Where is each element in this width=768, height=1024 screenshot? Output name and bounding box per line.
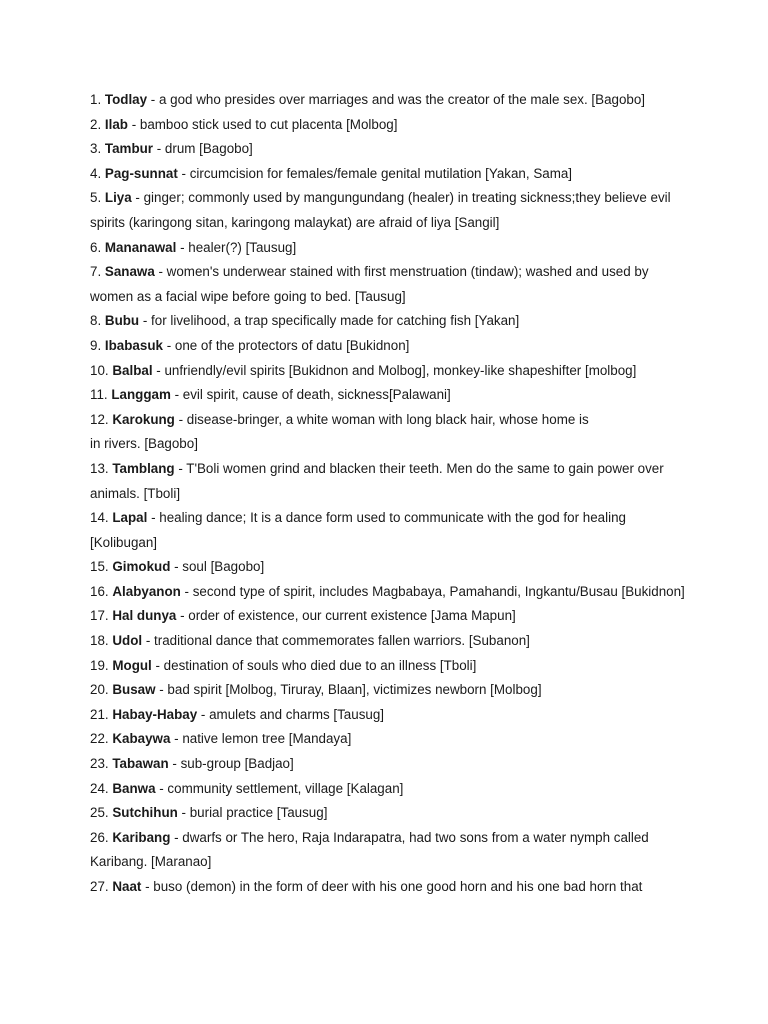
list-item [90, 113, 690, 138]
entry-definition: - sub-group [Badjao] [168, 756, 294, 772]
list-item [90, 629, 690, 654]
entry-term: Kabaywa [112, 731, 171, 747]
entry-definition: - evil spirit, cause of death, sickness[Palawani] [170, 387, 451, 403]
entry-definition: - order of existence, our current existence [Jama Mapun] [176, 608, 516, 624]
entry-definition: - ginger; commonly used by mangungundang (healer) in treating sickness;they believe evil spirits (karingong sitan, karingong malaykat) are afraid of liya [Sangil] [90, 190, 671, 230]
entry-definition: - women's underwear stained with first menstruation (tindaw); washed and used by women as a facial wipe before going to bed. [Tausug] [90, 264, 649, 304]
entry-term: Balbal [112, 362, 153, 378]
entry-definition: - healing dance; It is a dance form used to communicate with the god for healing [Kolibugan] [90, 510, 626, 550]
entry-definition: - unfriendly/evil spirits [Bukidnon and Molbog], monkey-like shapeshifter [molbog] [152, 362, 637, 378]
entry-term: Bubu [104, 313, 140, 329]
entry-definition: - bad spirit [Molbog, Tiruray, Blaan], victimizes newborn [Molbog] [155, 682, 542, 698]
list-item [90, 506, 690, 555]
entry-number: 10. [90, 362, 109, 378]
entry-number: 9. [90, 337, 102, 353]
entry-definition: - burial practice [Tausug] [177, 805, 328, 821]
entry-definition: - T'Boli women grind and blacken their teeth. Men do the same to gain power over animals. [Tboli] [90, 460, 664, 501]
list-item [90, 580, 690, 605]
entry-number: 25. [90, 805, 109, 821]
entry-number: 1. [90, 92, 102, 107]
entry-definition: - a god who presides over marriages and was the creator of the male sex. [Bagobo] [147, 92, 646, 107]
list-item [90, 654, 690, 679]
entry-term: Tambur [104, 141, 154, 157]
entry-number: 5. [90, 190, 102, 206]
entry-definition: - soul [Bagobo] [170, 559, 265, 575]
entry-term: Todlay [104, 92, 148, 107]
entry-number: 21. [90, 706, 109, 722]
entry-term: Busaw [112, 682, 156, 698]
entry-term: Mananawal [104, 239, 177, 255]
entry-number: 6. [90, 239, 102, 255]
entry-term: Langgam [111, 387, 171, 403]
entry-term: Sutchihun [112, 805, 178, 821]
document-body [90, 88, 690, 900]
list-item [90, 801, 690, 826]
list-item [90, 678, 690, 703]
list-item [90, 457, 690, 506]
entry-definition: - dwarfs or The hero, Raja Indarapatra, had two sons from a water nymph called Karibang. [Maranao] [90, 829, 649, 870]
entry-number: 12. [90, 411, 109, 427]
entry-definition: - circumcision for females/female genital mutilation [Yakan, Sama] [177, 165, 573, 181]
entry-number: 19. [90, 657, 109, 673]
entry-term: Ilab [104, 116, 128, 132]
list-item [90, 236, 690, 261]
entry-number: 7. [90, 264, 102, 280]
list-item [90, 408, 690, 457]
list-item [90, 309, 690, 334]
list-item [90, 555, 690, 580]
entry-definition: - community settlement, village [Kalagan] [155, 780, 404, 796]
entry-number: 13. [90, 460, 109, 476]
list-item [90, 604, 690, 629]
entry-number: 17. [90, 608, 109, 624]
entry-number: 27. [90, 879, 109, 894]
entry-number: 18. [90, 633, 109, 649]
entry-definition: - native lemon tree [Mandaya] [170, 731, 352, 747]
entry-number: 4. [90, 165, 102, 181]
entry-number: 16. [90, 583, 109, 599]
list-item [90, 162, 690, 187]
list-item [90, 334, 690, 359]
list-item [90, 137, 690, 162]
entry-number: 24. [90, 780, 109, 796]
entry-term: Sanawa [104, 264, 155, 280]
entry-term: Tabawan [112, 756, 169, 772]
entry-term: Habay-Habay [112, 706, 198, 722]
entry-definition: - drum [Bagobo] [153, 141, 253, 157]
entry-definition: - healer(?) [Tausug] [176, 239, 297, 255]
entry-definition: - disease-bringer, a white woman with long black hair, whose home is [174, 411, 589, 427]
entry-term: Pag-sunnat [104, 165, 178, 181]
list-item [90, 88, 690, 113]
list-item [90, 703, 690, 728]
list-item [90, 359, 690, 384]
entry-definition: - buso (demon) in the form of deer with his one good horn and his one bad horn that [141, 879, 643, 894]
list-item [90, 727, 690, 752]
list-item [90, 260, 690, 309]
entry-term: Hal dunya [112, 608, 177, 624]
entry-term: Karokung [112, 411, 175, 427]
entry-term: Gimokud [112, 559, 171, 575]
entry-definition: - amulets and charms [Tausug] [197, 706, 385, 722]
entry-number: 14. [90, 510, 109, 526]
entry-number: 11. [90, 387, 108, 403]
entry-number: 8. [90, 313, 102, 329]
entry-term: Tamblang [112, 460, 175, 476]
entry-term: Mogul [112, 657, 152, 673]
entry-definition: - for livelihood, a trap specifically made for catching fish [Yakan] [139, 313, 520, 329]
entry-definition: - destination of souls who died due to an illness [Tboli] [151, 657, 477, 673]
list-item [90, 777, 690, 802]
entry-definition: - bamboo stick used to cut placenta [Molbog] [127, 116, 398, 132]
entry-definition: - one of the protectors of datu [Bukidnon] [162, 337, 410, 353]
entry-term: Lapal [112, 510, 148, 526]
entry-term: Ibabasuk [104, 337, 163, 353]
entry-number: 22. [90, 731, 109, 747]
list-item [90, 752, 690, 777]
entry-number: 23. [90, 756, 109, 772]
list-item [90, 826, 690, 875]
entry-term: Liya [104, 190, 132, 206]
entry-number: 20. [90, 682, 109, 698]
entry-term: Udol [112, 633, 143, 649]
entry-term: Banwa [112, 780, 156, 796]
list-item [90, 186, 690, 235]
entry-number: 26. [90, 829, 109, 845]
entry-term: Alabyanon [112, 583, 181, 599]
entry-number: 15. [90, 559, 109, 575]
entry-number: 2. [90, 116, 102, 132]
list-item [90, 383, 690, 408]
entry-term: Karibang [112, 829, 171, 845]
entry-definition: - second type of spirit, includes Magbabaya, Pamahandi, Ingkantu/Busau [Bukidnon] [180, 583, 685, 599]
entry-definition-continued: in rivers. [Bagobo] [90, 436, 198, 452]
entry-definition: - traditional dance that commemorates fallen warriors. [Subanon] [142, 633, 530, 649]
entry-term: Naat [112, 879, 142, 894]
entry-number: 3. [90, 141, 102, 157]
list-item [90, 875, 690, 900]
